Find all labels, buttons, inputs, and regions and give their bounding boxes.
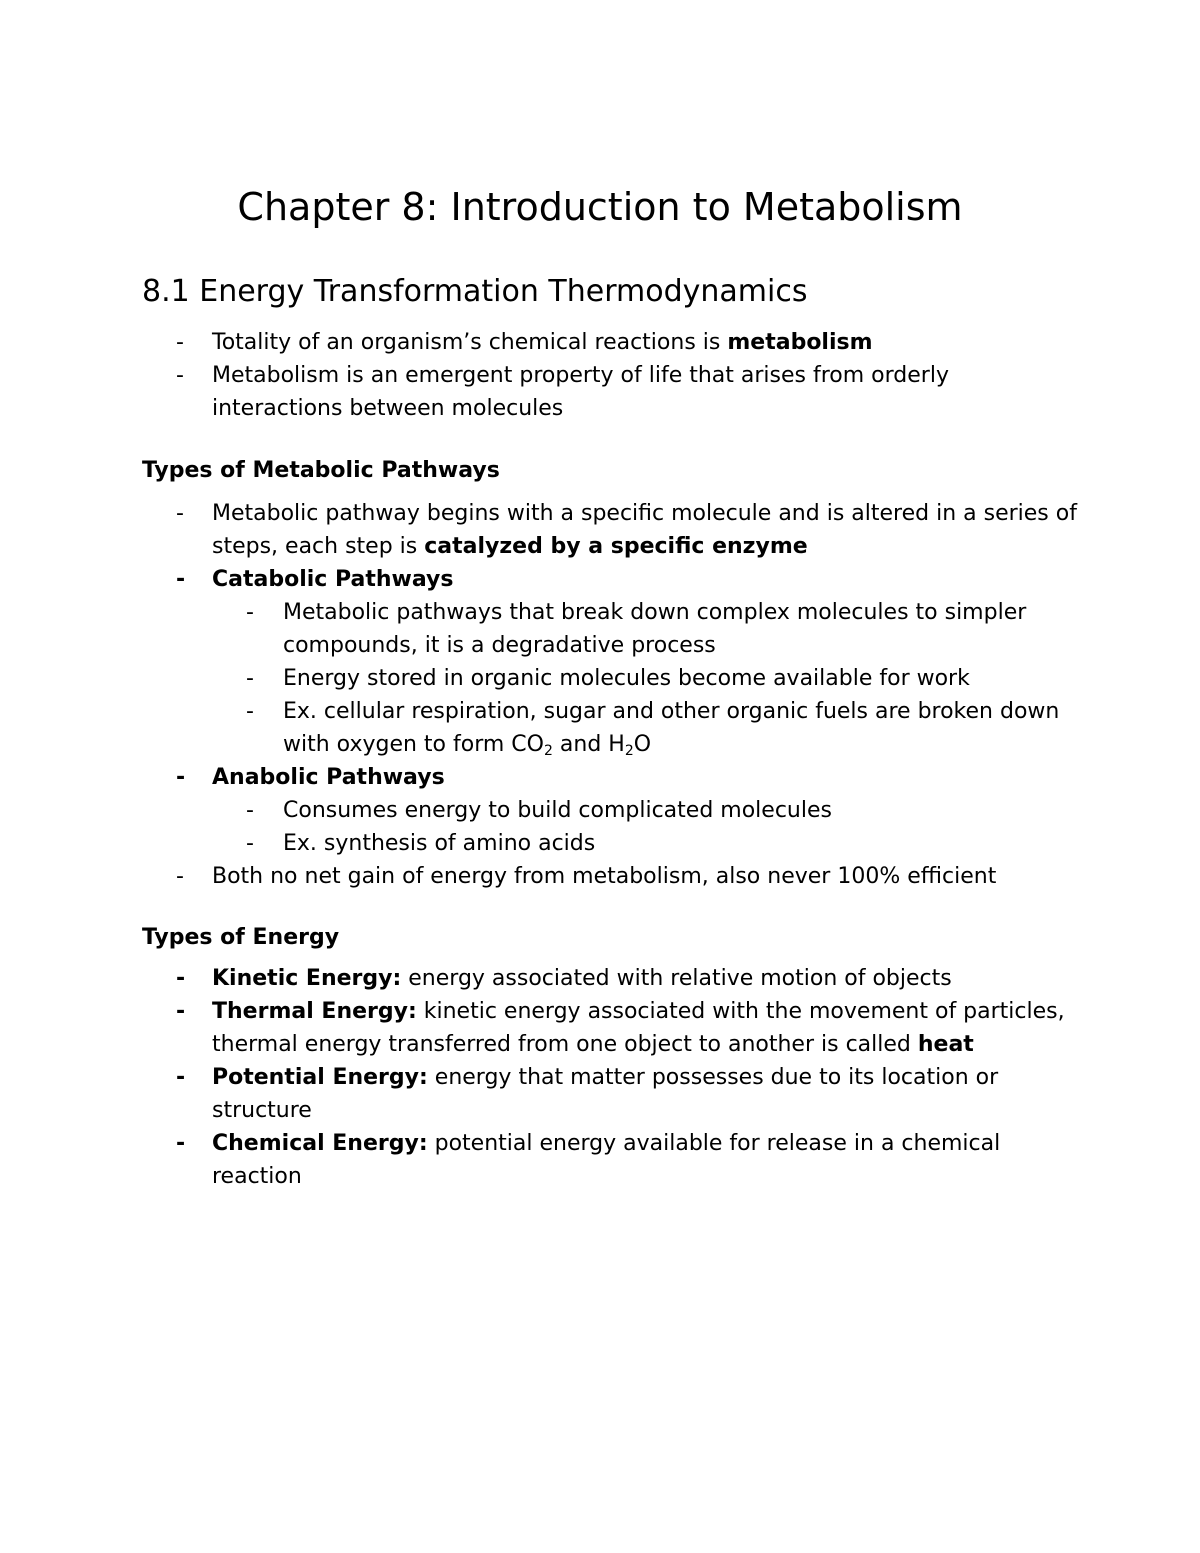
bullet-dash: - — [176, 966, 186, 991]
bullet-dash: - — [176, 567, 186, 592]
bullet-dash: - — [246, 831, 254, 856]
list-item-anabolic — [142, 761, 1082, 794]
item-bold: heat — [917, 1032, 974, 1057]
item-text: Ex. synthesis of amino acids — [283, 831, 596, 856]
item-text: Both no net gain of energy from metabolism, also never 100% efficient — [212, 864, 997, 889]
bullet-dash: - — [176, 330, 184, 355]
list-item-potential — [142, 1061, 1082, 1127]
item-text: Ex. cellular respiration, sugar and other organic fuels are broken down with oxygen to form CO — [283, 699, 1060, 757]
sub-list-item — [142, 695, 1082, 761]
list-item-catabolic — [142, 563, 1082, 596]
item-text: Metabolism is an emergent property of life that arises from orderly interactions between molecules — [212, 363, 949, 421]
subscript: 2 — [543, 743, 553, 759]
item-text: Consumes energy to build complicated molecules — [283, 798, 832, 823]
term: Thermal Energy: — [212, 999, 417, 1024]
item-text: potential energy available for release in a chemical reaction — [212, 1131, 1001, 1189]
bullet-dash: - — [246, 600, 254, 625]
item-bold: catalyzed by a specific enzyme — [424, 534, 808, 559]
bullet-dash: - — [176, 864, 184, 889]
page-title: Chapter 8: Introduction to Metabolism — [237, 185, 963, 229]
bullet-dash: - — [176, 1131, 186, 1156]
intro-list — [142, 326, 1082, 425]
list-item-thermal — [142, 995, 1082, 1061]
list-item — [142, 326, 1082, 359]
item-text: Totality of an organism’s chemical reactions is — [212, 330, 728, 355]
anabolic-label: Anabolic Pathways — [212, 765, 445, 790]
energy-heading: Types of Energy — [142, 925, 340, 950]
energy-list — [142, 962, 1082, 1193]
item-text: Metabolic pathway begins with a specific molecule and is altered in a series of steps, each step is — [212, 501, 1077, 559]
sub-list-item — [142, 827, 1082, 860]
item-text: and H — [552, 732, 625, 757]
bullet-dash: - — [176, 1065, 186, 1090]
bullet-dash: - — [176, 765, 186, 790]
sub-list-item — [142, 662, 1082, 695]
list-item — [142, 860, 1082, 893]
bullet-dash: - — [246, 798, 254, 823]
pathways-heading: Types of Metabolic Pathways — [142, 458, 500, 483]
bullet-dash: - — [246, 699, 254, 724]
section-heading: 8.1 Energy Transformation Thermodynamics — [142, 274, 808, 309]
term: Chemical Energy: — [212, 1131, 428, 1156]
term: Kinetic Energy: — [212, 966, 402, 991]
sub-list-item — [142, 794, 1082, 827]
item-text: Energy stored in organic molecules become available for work — [283, 666, 970, 691]
bullet-dash: - — [176, 363, 184, 388]
item-text: energy that matter possesses due to its location or structure — [212, 1065, 999, 1123]
bullet-dash: - — [176, 999, 186, 1024]
item-text: Metabolic pathways that break down complex molecules to simpler compounds, it is a degradative process — [283, 600, 1027, 658]
catabolic-label: Catabolic Pathways — [212, 567, 454, 592]
sub-list-item — [142, 596, 1082, 662]
item-text: O — [633, 732, 652, 757]
bullet-dash: - — [176, 501, 184, 526]
list-item-chemical — [142, 1127, 1082, 1193]
pathways-list — [142, 497, 1082, 893]
item-bold: metabolism — [727, 330, 873, 355]
bullet-dash: - — [246, 666, 254, 691]
subscript: 2 — [624, 743, 634, 759]
term: Potential Energy: — [212, 1065, 428, 1090]
list-item — [142, 359, 1082, 425]
list-item-kinetic — [142, 962, 1082, 995]
item-text: energy associated with relative motion of objects — [401, 966, 952, 991]
item-text: kinetic energy associated with the movement of particles, thermal energy transferred from one object to another is called — [212, 999, 1065, 1057]
list-item — [142, 497, 1082, 563]
